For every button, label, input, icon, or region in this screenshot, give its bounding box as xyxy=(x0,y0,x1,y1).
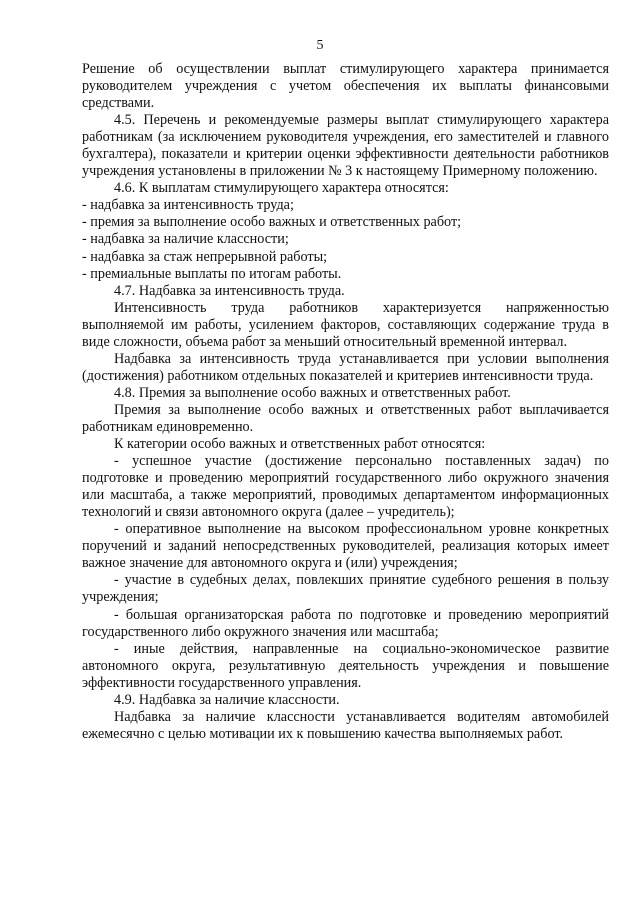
list-item: - оперативное выполнение на высоком профессиональном уровне конкретных поручений и заданий непосредственных руководителей, реализация которых имеет важное значение для автономного округа и (или) учреждения; xyxy=(82,521,609,572)
paragraph: 4.8. Премия за выполнение особо важных и ответственных работ. xyxy=(114,384,511,401)
page-number: 5 xyxy=(316,38,324,53)
paragraph: 4.6. К выплатам стимулирующего характера относятся: xyxy=(114,180,449,197)
list-item: - премия за выполнение особо важных и ответственных работ; xyxy=(82,214,462,231)
list-item: - премиальные выплаты по итогам работы. xyxy=(82,265,342,282)
document-body xyxy=(82,61,609,743)
list-item: - надбавка за интенсивность труда; xyxy=(82,197,294,214)
paragraph: Решение об осуществлении выплат стимулирующего характера принимается руководителем учреждения с учетом обеспечения их выплаты финансовыми средствами. xyxy=(82,61,609,112)
paragraph: 4.5. Перечень и рекомендуемые размеры выплат стимулирующего характера работникам (за исключением руководителя учреждения, его заместителей и главного бухгалтера), показатели и критерии оценки эффективности деятельности работников учреждения установлены в приложении № 3 к настоящему Примерному положению. xyxy=(82,112,609,180)
paragraph: 4.7. Надбавка за интенсивность труда. xyxy=(114,282,345,299)
paragraph: 4.9. Надбавка за наличие классности. xyxy=(114,691,340,708)
paragraph: Интенсивность труда работников характеризуется напряженностью выполняемой им работы, усилением факторов, составляющих содержание труда в виде сложности, объема работ за меньший относительный временной интервал. xyxy=(82,299,609,350)
paragraph: Надбавка за интенсивность труда устанавливается при условии выполнения (достижения) работником отдельных показателей и критериев интенсивности труда. xyxy=(82,350,609,384)
list-item: - иные действия, направленные на социально-экономическое развитие автономного округа, результативную деятельность учреждения и повышение эффективности государственного управления. xyxy=(82,640,609,691)
paragraph: К категории особо важных и ответственных работ относятся: xyxy=(114,436,486,453)
paragraph: Надбавка за наличие классности устанавливается водителям автомобилей ежемесячно с целью мотивации их к повышению качества выполняемых работ. xyxy=(82,708,609,742)
paragraph: Премия за выполнение особо важных и ответственных работ выплачивается работникам единовременно. xyxy=(82,401,609,435)
list-item: - надбавка за стаж непрерывной работы; xyxy=(82,248,328,265)
list-item: - участие в судебных делах, повлекших принятие судебного решения в пользу учреждения; xyxy=(82,572,609,606)
list-item: - надбавка за наличие классности; xyxy=(82,231,289,248)
list-item: - успешное участие (достижение персонально поставленных задач) по подготовке и проведению мероприятий государственного либо окружного значения или масштаба, а также мероприятий, проводимых департаментом информационных технологий и связи автономного округа (далее – учредитель); xyxy=(82,453,609,521)
list-item: - большая организаторская работа по подготовке и проведению мероприятий государственного либо окружного значения или масштаба; xyxy=(82,606,609,640)
